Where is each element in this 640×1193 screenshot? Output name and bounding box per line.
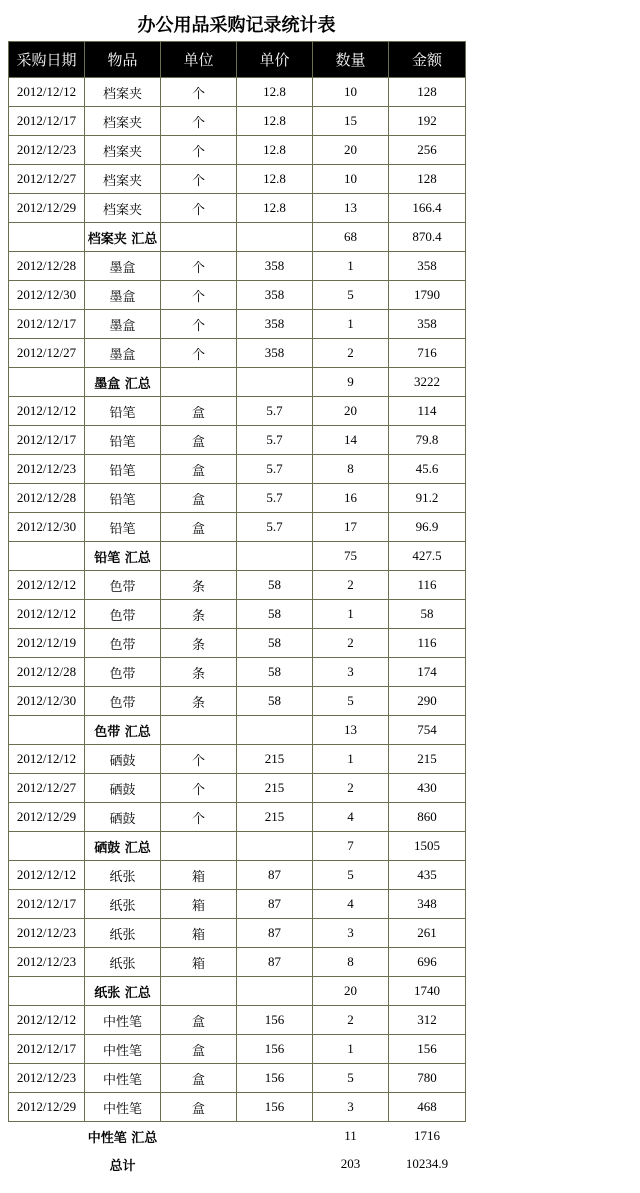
table-row — [9, 745, 466, 774]
item-cell: 纸张 — [85, 890, 161, 919]
unit-cell: 盒 — [161, 1093, 237, 1122]
price-cell: 58 — [237, 600, 313, 629]
date-cell: 2012/12/23 — [9, 455, 85, 484]
price-cell: 5.7 — [237, 513, 313, 542]
table-row — [9, 948, 466, 977]
date-cell — [9, 368, 85, 397]
quantity-cell: 68 — [313, 223, 389, 252]
item-cell: 色带 汇总 — [85, 716, 161, 745]
quantity-cell: 14 — [313, 426, 389, 455]
item-cell: 墨盒 — [85, 281, 161, 310]
quantity-cell: 9 — [313, 368, 389, 397]
item-cell: 色带 — [85, 571, 161, 600]
price-cell: 12.8 — [237, 107, 313, 136]
item-cell: 硒鼓 — [85, 745, 161, 774]
amount-cell: 156 — [389, 1035, 466, 1064]
amount-cell: 430 — [389, 774, 466, 803]
amount-cell: 870.4 — [389, 223, 466, 252]
unit-cell: 盒 — [161, 1064, 237, 1093]
item-cell: 铅笔 — [85, 484, 161, 513]
quantity-cell: 1 — [313, 745, 389, 774]
quantity-cell: 1 — [313, 1035, 389, 1064]
amount-cell: 3222 — [389, 368, 466, 397]
table-row — [9, 890, 466, 919]
price-cell: 12.8 — [237, 194, 313, 223]
price-cell: 156 — [237, 1093, 313, 1122]
subtotal-row — [9, 716, 466, 745]
table-row — [9, 658, 466, 687]
table-row — [9, 600, 466, 629]
price-cell: 215 — [237, 774, 313, 803]
item-cell: 铅笔 — [85, 513, 161, 542]
unit-cell: 个 — [161, 78, 237, 107]
table-row — [9, 339, 466, 368]
price-cell: 358 — [237, 281, 313, 310]
date-cell: 2012/12/30 — [9, 281, 85, 310]
date-cell: 2012/12/23 — [9, 1064, 85, 1093]
price-cell — [237, 832, 313, 861]
quantity-cell: 4 — [313, 890, 389, 919]
date-cell: 2012/12/27 — [9, 774, 85, 803]
item-cell: 档案夹 — [85, 78, 161, 107]
unit-cell — [161, 542, 237, 571]
item-cell: 墨盒 — [85, 339, 161, 368]
quantity-cell: 3 — [313, 1093, 389, 1122]
unit-cell — [161, 223, 237, 252]
table-row — [9, 919, 466, 948]
date-cell: 2012/12/27 — [9, 339, 85, 368]
quantity-cell: 2 — [313, 571, 389, 600]
amount-cell: 312 — [389, 1006, 466, 1035]
unit-cell: 个 — [161, 310, 237, 339]
amount-cell: 468 — [389, 1093, 466, 1122]
date-cell: 2012/12/28 — [9, 252, 85, 281]
quantity-cell: 17 — [313, 513, 389, 542]
quantity-cell: 4 — [313, 803, 389, 832]
date-cell: 2012/12/28 — [9, 658, 85, 687]
table-row — [9, 803, 466, 832]
price-cell: 58 — [237, 571, 313, 600]
quantity-cell: 2 — [313, 339, 389, 368]
item-cell: 中性笔 — [85, 1035, 161, 1064]
amount-cell: 91.2 — [389, 484, 466, 513]
amount-cell: 116 — [389, 629, 466, 658]
amount-cell: 358 — [389, 252, 466, 281]
quantity-cell: 2 — [313, 629, 389, 658]
price-cell: 215 — [237, 745, 313, 774]
amount-cell: 290 — [389, 687, 466, 716]
quantity-cell: 8 — [313, 948, 389, 977]
unit-cell: 个 — [161, 803, 237, 832]
unit-cell — [161, 368, 237, 397]
amount-cell: 427.5 — [389, 542, 466, 571]
subtotal-row — [9, 223, 466, 252]
item-cell: 纸张 — [85, 948, 161, 977]
unit-cell: 盒 — [161, 1035, 237, 1064]
total-row — [9, 1150, 466, 1178]
unit-cell: 条 — [161, 687, 237, 716]
date-cell — [9, 832, 85, 861]
price-cell: 156 — [237, 1006, 313, 1035]
quantity-cell: 20 — [313, 136, 389, 165]
unit-cell: 盒 — [161, 484, 237, 513]
amount-cell: 358 — [389, 310, 466, 339]
date-cell: 2012/12/12 — [9, 78, 85, 107]
table-row — [9, 513, 466, 542]
item-cell: 档案夹 汇总 — [85, 223, 161, 252]
item-cell: 纸张 — [85, 861, 161, 890]
amount-cell: 96.9 — [389, 513, 466, 542]
date-cell: 2012/12/12 — [9, 397, 85, 426]
price-cell — [237, 542, 313, 571]
table-row — [9, 629, 466, 658]
header-item: 物品 — [85, 42, 161, 78]
unit-cell: 个 — [161, 136, 237, 165]
amount-cell: 166.4 — [389, 194, 466, 223]
date-cell: 2012/12/12 — [9, 745, 85, 774]
item-cell: 中性笔 汇总 — [87, 1130, 158, 1146]
table-row — [9, 310, 466, 339]
header-amount: 金额 — [389, 42, 466, 78]
date-cell: 2012/12/12 — [9, 600, 85, 629]
date-cell — [9, 977, 85, 1006]
header-row — [9, 42, 466, 78]
amount-cell: 1716 — [414, 1128, 440, 1143]
amount-cell: 114 — [389, 397, 466, 426]
quantity-cell: 5 — [313, 687, 389, 716]
subtotal-row — [9, 832, 466, 861]
quantity-cell: 20 — [313, 977, 389, 1006]
table-row — [9, 484, 466, 513]
quantity-cell: 10 — [313, 165, 389, 194]
date-cell: 2012/12/19 — [9, 629, 85, 658]
price-cell: 358 — [237, 310, 313, 339]
unit-cell: 条 — [161, 658, 237, 687]
unit-cell: 盒 — [161, 1006, 237, 1035]
header-quantity: 数量 — [313, 42, 389, 78]
item-cell: 墨盒 汇总 — [85, 368, 161, 397]
quantity-cell: 1 — [313, 310, 389, 339]
date-cell: 2012/12/17 — [9, 426, 85, 455]
amount-cell: 1505 — [389, 832, 466, 861]
price-cell — [237, 716, 313, 745]
price-cell: 12.8 — [237, 136, 313, 165]
item-cell: 铅笔 — [85, 455, 161, 484]
table-row — [9, 1035, 466, 1064]
table-row — [9, 252, 466, 281]
item-cell: 墨盒 — [85, 252, 161, 281]
item-cell: 色带 — [85, 629, 161, 658]
date-cell: 2012/12/17 — [9, 107, 85, 136]
quantity-cell: 13 — [313, 716, 389, 745]
amount-cell: 45.6 — [389, 455, 466, 484]
amount-cell: 215 — [389, 745, 466, 774]
price-cell: 12.8 — [237, 165, 313, 194]
date-cell — [9, 223, 85, 252]
unit-cell: 箱 — [161, 890, 237, 919]
table-row — [9, 571, 466, 600]
unit-cell: 个 — [161, 194, 237, 223]
quantity-cell: 10 — [313, 78, 389, 107]
table-body — [9, 78, 466, 1179]
price-cell: 87 — [237, 948, 313, 977]
quantity-cell: 2 — [313, 774, 389, 803]
price-cell — [237, 1150, 313, 1178]
price-cell: 358 — [237, 339, 313, 368]
amount-cell: 256 — [389, 136, 466, 165]
price-cell: 5.7 — [237, 455, 313, 484]
quantity-cell: 16 — [313, 484, 389, 513]
unit-cell: 箱 — [161, 919, 237, 948]
amount-cell: 1740 — [389, 977, 466, 1006]
item-cell: 纸张 — [85, 919, 161, 948]
item-cell: 档案夹 — [85, 165, 161, 194]
price-cell: 58 — [237, 658, 313, 687]
item-cell: 硒鼓 — [85, 803, 161, 832]
price-cell: 58 — [237, 687, 313, 716]
table-row — [9, 194, 466, 223]
price-cell: 358 — [237, 252, 313, 281]
amount-cell: 79.8 — [389, 426, 466, 455]
unit-cell: 盒 — [161, 426, 237, 455]
table-row — [9, 774, 466, 803]
unit-cell: 盒 — [161, 455, 237, 484]
item-cell: 中性笔 — [85, 1006, 161, 1035]
item-cell: 铅笔 — [85, 426, 161, 455]
table-row — [9, 165, 466, 194]
amount-cell: 780 — [389, 1064, 466, 1093]
date-cell — [9, 542, 85, 571]
quantity-cell: 5 — [313, 281, 389, 310]
amount-cell: 348 — [389, 890, 466, 919]
amount-cell: 696 — [389, 948, 466, 977]
quantity-cell: 1 — [313, 252, 389, 281]
price-cell — [237, 223, 313, 252]
date-cell: 2012/12/23 — [9, 919, 85, 948]
amount-cell: 128 — [389, 78, 466, 107]
amount-cell: 116 — [389, 571, 466, 600]
subtotal-row — [9, 1122, 466, 1151]
amount-cell: 58 — [389, 600, 466, 629]
date-cell: 2012/12/29 — [9, 803, 85, 832]
table-row — [9, 861, 466, 890]
item-cell: 总计 — [109, 1158, 136, 1174]
date-cell: 2012/12/12 — [9, 571, 85, 600]
date-cell: 2012/12/23 — [9, 948, 85, 977]
date-cell — [9, 716, 85, 745]
price-cell: 156 — [237, 1064, 313, 1093]
unit-cell — [161, 716, 237, 745]
date-cell — [9, 1150, 85, 1178]
price-cell — [237, 977, 313, 1006]
quantity-cell: 203 — [340, 1156, 361, 1171]
table-row — [9, 426, 466, 455]
price-cell: 215 — [237, 803, 313, 832]
quantity-cell: 2 — [313, 1006, 389, 1035]
page-title: 办公用品采购记录统计表 — [137, 15, 336, 36]
price-cell — [237, 1122, 313, 1151]
item-cell: 中性笔 — [85, 1093, 161, 1122]
unit-cell: 个 — [161, 774, 237, 803]
item-cell: 铅笔 汇总 — [85, 542, 161, 571]
price-cell: 5.7 — [237, 397, 313, 426]
table-row — [9, 1093, 466, 1122]
header-date: 采购日期 — [9, 42, 85, 78]
quantity-cell: 8 — [313, 455, 389, 484]
table-row — [9, 281, 466, 310]
price-cell — [237, 368, 313, 397]
quantity-cell: 3 — [313, 919, 389, 948]
unit-cell: 盒 — [161, 513, 237, 542]
amount-cell: 754 — [389, 716, 466, 745]
unit-cell — [161, 977, 237, 1006]
unit-cell: 条 — [161, 600, 237, 629]
price-cell: 5.7 — [237, 484, 313, 513]
subtotal-row — [9, 368, 466, 397]
quantity-cell: 1 — [313, 600, 389, 629]
date-cell: 2012/12/30 — [9, 513, 85, 542]
quantity-cell: 11 — [344, 1128, 357, 1143]
purchase-table — [8, 41, 466, 1178]
date-cell: 2012/12/12 — [9, 1006, 85, 1035]
header-unit-price: 单价 — [237, 42, 313, 78]
amount-cell: 860 — [389, 803, 466, 832]
date-cell: 2012/12/27 — [9, 165, 85, 194]
table-row — [9, 107, 466, 136]
quantity-cell: 13 — [313, 194, 389, 223]
unit-cell: 个 — [161, 339, 237, 368]
unit-cell: 个 — [161, 165, 237, 194]
date-cell: 2012/12/29 — [9, 194, 85, 223]
item-cell: 中性笔 — [85, 1064, 161, 1093]
unit-cell — [161, 1122, 237, 1151]
unit-cell: 箱 — [161, 861, 237, 890]
date-cell: 2012/12/23 — [9, 136, 85, 165]
amount-cell: 192 — [389, 107, 466, 136]
unit-cell: 盒 — [161, 397, 237, 426]
unit-cell: 个 — [161, 252, 237, 281]
date-cell: 2012/12/28 — [9, 484, 85, 513]
price-cell: 87 — [237, 890, 313, 919]
unit-cell — [161, 832, 237, 861]
item-cell: 色带 — [85, 658, 161, 687]
unit-cell: 条 — [161, 629, 237, 658]
unit-cell: 个 — [161, 107, 237, 136]
quantity-cell: 75 — [313, 542, 389, 571]
subtotal-row — [9, 977, 466, 1006]
price-cell: 87 — [237, 861, 313, 890]
amount-cell: 1790 — [389, 281, 466, 310]
amount-cell: 716 — [389, 339, 466, 368]
unit-cell: 箱 — [161, 948, 237, 977]
date-cell: 2012/12/30 — [9, 687, 85, 716]
quantity-cell: 7 — [313, 832, 389, 861]
item-cell: 铅笔 — [85, 397, 161, 426]
item-cell: 墨盒 — [85, 310, 161, 339]
item-cell: 色带 — [85, 600, 161, 629]
unit-cell — [161, 1150, 237, 1178]
amount-cell: 10234.9 — [405, 1156, 449, 1171]
item-cell: 色带 — [85, 687, 161, 716]
price-cell: 58 — [237, 629, 313, 658]
table-row — [9, 455, 466, 484]
quantity-cell: 15 — [313, 107, 389, 136]
table-row — [9, 136, 466, 165]
price-cell: 156 — [237, 1035, 313, 1064]
item-cell: 硒鼓 汇总 — [85, 832, 161, 861]
date-cell: 2012/12/17 — [9, 890, 85, 919]
date-cell: 2012/12/17 — [9, 310, 85, 339]
unit-cell: 条 — [161, 571, 237, 600]
table-row — [9, 78, 466, 107]
unit-cell: 个 — [161, 745, 237, 774]
table-row — [9, 397, 466, 426]
item-cell: 档案夹 — [85, 136, 161, 165]
quantity-cell: 3 — [313, 658, 389, 687]
table-row — [9, 1006, 466, 1035]
amount-cell: 261 — [389, 919, 466, 948]
amount-cell: 128 — [389, 165, 466, 194]
table-row — [9, 687, 466, 716]
amount-cell: 435 — [389, 861, 466, 890]
price-cell: 5.7 — [237, 426, 313, 455]
table-row — [9, 1064, 466, 1093]
date-cell: 2012/12/17 — [9, 1035, 85, 1064]
quantity-cell: 5 — [313, 1064, 389, 1093]
date-cell: 2012/12/12 — [9, 861, 85, 890]
quantity-cell: 5 — [313, 861, 389, 890]
item-cell: 硒鼓 — [85, 774, 161, 803]
header-unit: 单位 — [161, 42, 237, 78]
subtotal-row — [9, 542, 466, 571]
quantity-cell: 20 — [313, 397, 389, 426]
price-cell: 12.8 — [237, 78, 313, 107]
date-cell — [9, 1122, 85, 1151]
price-cell: 87 — [237, 919, 313, 948]
amount-cell: 174 — [389, 658, 466, 687]
item-cell: 档案夹 — [85, 194, 161, 223]
date-cell: 2012/12/29 — [9, 1093, 85, 1122]
item-cell: 纸张 汇总 — [85, 977, 161, 1006]
item-cell: 档案夹 — [85, 107, 161, 136]
unit-cell: 个 — [161, 281, 237, 310]
